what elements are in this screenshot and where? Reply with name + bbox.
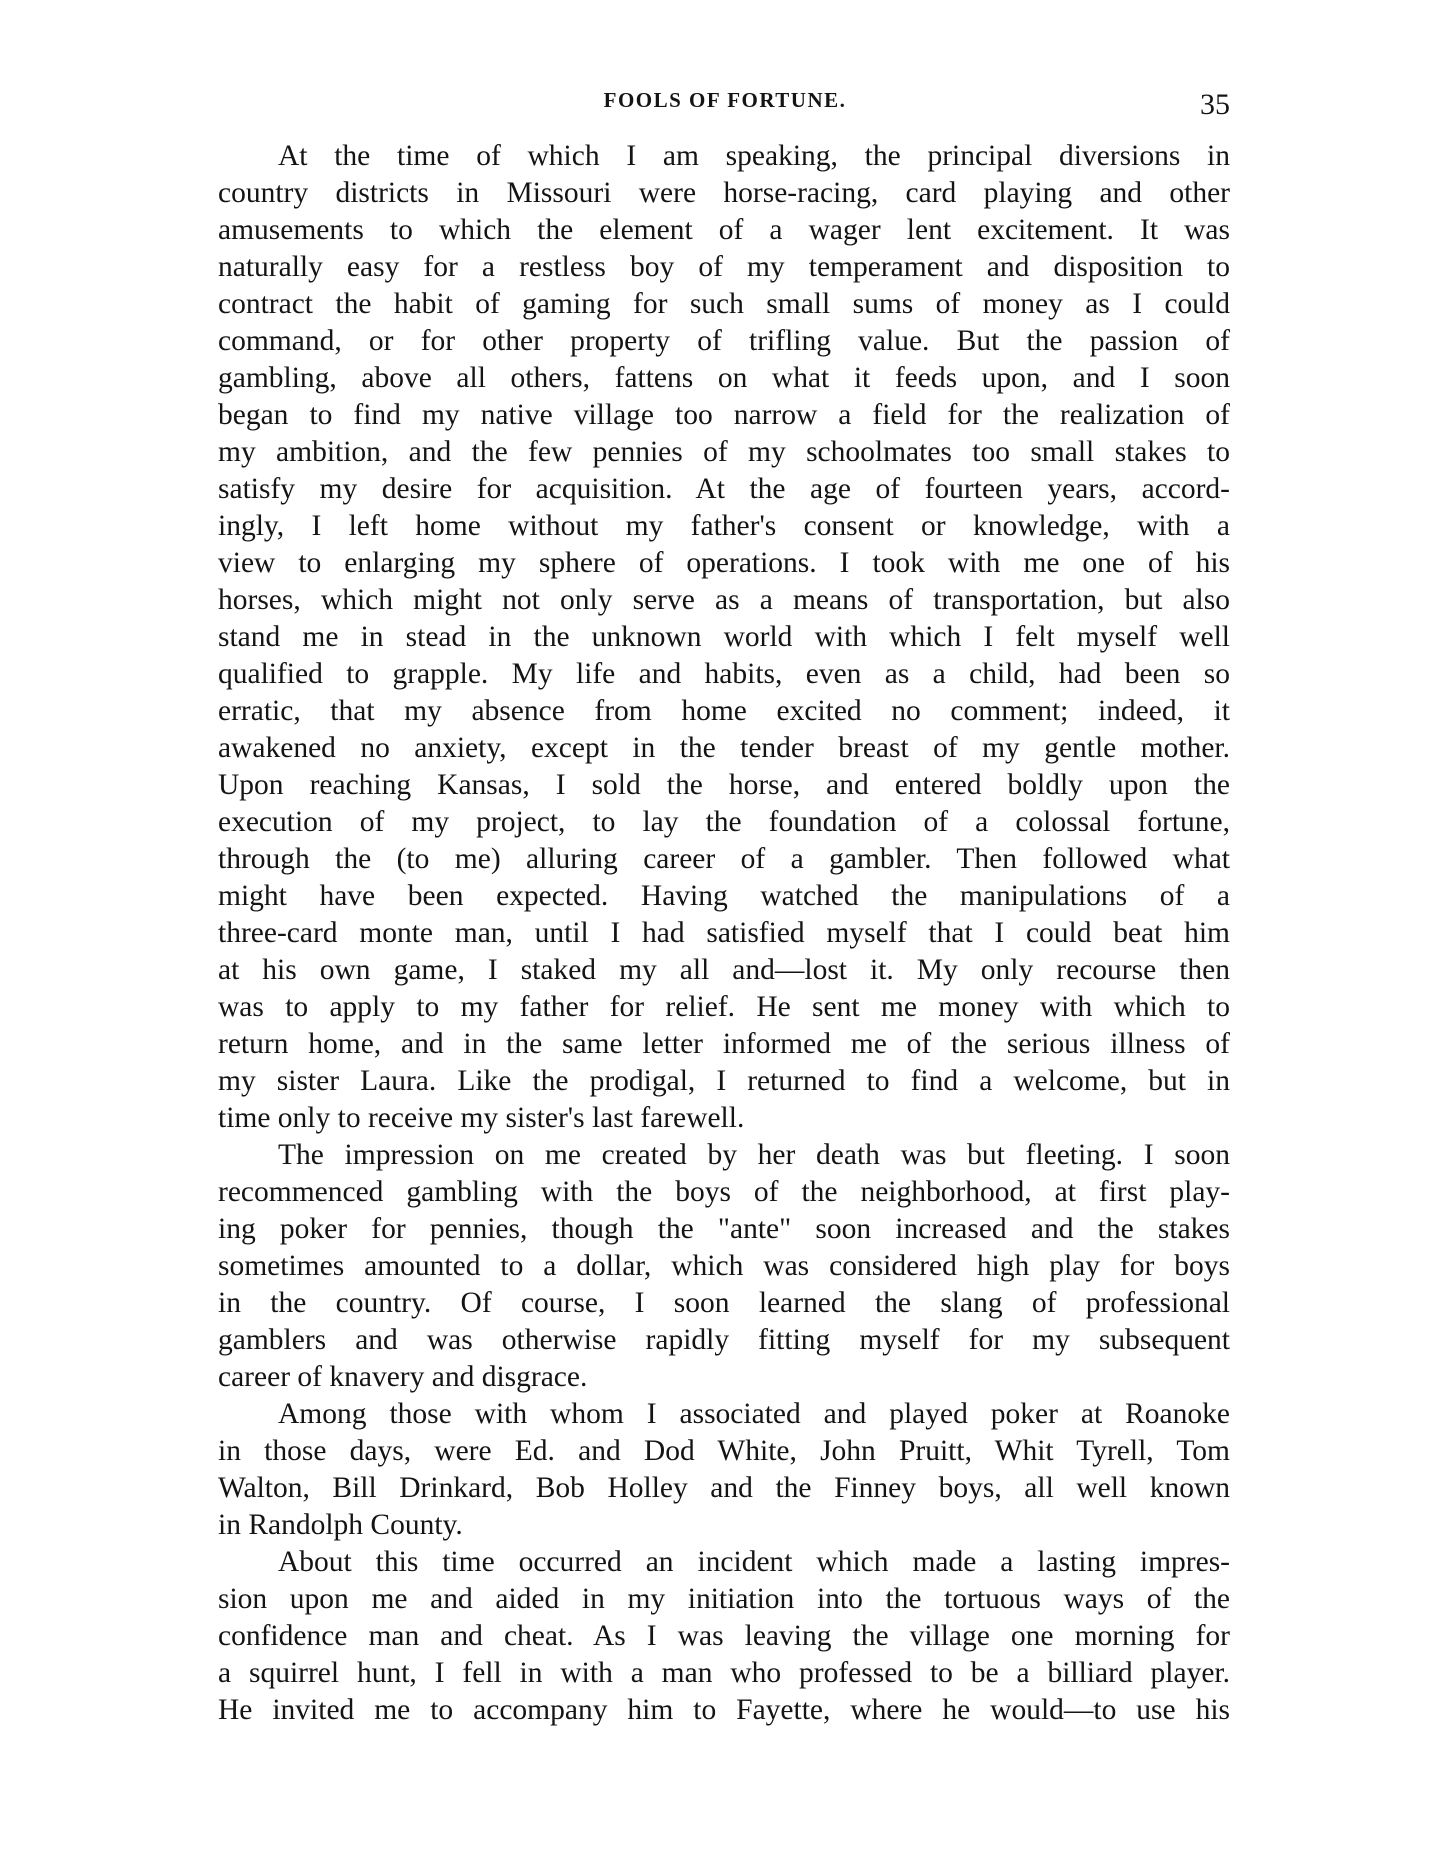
text-line: in Randolph County. [218, 1509, 463, 1541]
text-line: awakened no anxiety, except in the tender breast of my gentle mother. [218, 732, 1230, 764]
text-line: horses, which might not only serve as a means of transportation, but also [218, 584, 1230, 616]
text-line: He invited me to accompany him to Fayette, where he would—to use his [218, 1694, 1230, 1726]
text-line: view to enlarging my sphere of operations. I took with me one of his [218, 547, 1230, 579]
text-line: sion upon me and aided in my initiation into the tortuous ways of the [218, 1583, 1230, 1615]
text-line: At the time of which I am speaking, the principal diversions in [278, 140, 1230, 172]
text-line: at his own game, I staked my all and—lost it. My only recourse then [218, 954, 1230, 986]
text-line: The impression on me created by her death was but fleeting. I soon [278, 1139, 1230, 1171]
text-line: three-card monte man, until I had satisfied myself that I could beat him [218, 917, 1230, 949]
paragraph [218, 1396, 1230, 1544]
text-line: sometimes amounted to a dollar, which was considered high play for boys [218, 1250, 1230, 1282]
text-line: erratic, that my absence from home excited no comment; indeed, it [218, 695, 1230, 727]
text-line: Among those with whom I associated and played poker at Roanoke [278, 1398, 1230, 1430]
text-line: began to find my native village too narrow a field for the realization of [218, 399, 1230, 431]
text-line: career of knavery and disgrace. [218, 1361, 588, 1393]
text-line: ing poker for pennies, though the "ante" soon increased and the stakes [218, 1213, 1230, 1245]
text-line: command, or for other property of trifling value. But the passion of [218, 325, 1230, 357]
text-line: Upon reaching Kansas, I sold the horse, and entered boldly upon the [218, 769, 1230, 801]
text-line: my ambition, and the few pennies of my schoolmates too small stakes to [218, 436, 1230, 468]
text-line: amusements to which the element of a wager lent excitement. It was [218, 214, 1230, 246]
page-number: 35 [1200, 88, 1230, 121]
text-line: was to apply to my father for relief. He sent me money with which to [218, 991, 1230, 1023]
text-line: country districts in Missouri were horse-racing, card playing and other [218, 177, 1230, 209]
text-line: Walton, Bill Drinkard, Bob Holley and the Finney boys, all well known [218, 1472, 1230, 1504]
text-line: contract the habit of gaming for such small sums of money as I could [218, 288, 1230, 320]
text-line: satisfy my desire for acquisition. At the age of fourteen years, accord- [218, 473, 1230, 505]
text-line: stand me in stead in the unknown world with which I felt myself well [218, 621, 1230, 653]
text-line: in those days, were Ed. and Dod White, John Pruitt, Whit Tyrell, Tom [218, 1435, 1230, 1467]
text-line: execution of my project, to lay the foundation of a colossal fortune, [218, 806, 1230, 838]
text-line: my sister Laura. Like the prodigal, I returned to find a welcome, but in [218, 1065, 1230, 1097]
running-title: FOOLS OF FORTUNE. [603, 88, 847, 112]
text-line: ingly, I left home without my father's consent or knowledge, with a [218, 510, 1230, 542]
text-line: gambling, above all others, fattens on what it feeds upon, and I soon [218, 362, 1230, 394]
running-head [220, 88, 1230, 128]
text-line: return home, and in the same letter informed me of the serious illness of [218, 1028, 1230, 1060]
text-line: About this time occurred an incident which made a lasting impres- [278, 1546, 1230, 1578]
text-line: time only to receive my sister's last farewell. [218, 1102, 745, 1134]
body-text [218, 138, 1230, 1729]
text-line: a squirrel hunt, I fell in with a man who professed to be a billiard player. [218, 1657, 1230, 1689]
text-line: confidence man and cheat. As I was leaving the village one morning for [218, 1620, 1230, 1652]
text-line: through the (to me) alluring career of a gambler. Then followed what [218, 843, 1230, 875]
text-line: might have been expected. Having watched the manipulations of a [218, 880, 1230, 912]
text-line: recommenced gambling with the boys of the neighborhood, at first play- [218, 1176, 1230, 1208]
text-line: gamblers and was otherwise rapidly fitting myself for my subsequent [218, 1324, 1230, 1356]
paragraph [218, 138, 1230, 1137]
text-line: naturally easy for a restless boy of my temperament and disposition to [218, 251, 1230, 283]
paragraph [218, 1544, 1230, 1729]
text-line: in the country. Of course, I soon learned the slang of professional [218, 1287, 1230, 1319]
text-line: qualified to grapple. My life and habits, even as a child, had been so [218, 658, 1230, 690]
paragraph [218, 1137, 1230, 1396]
